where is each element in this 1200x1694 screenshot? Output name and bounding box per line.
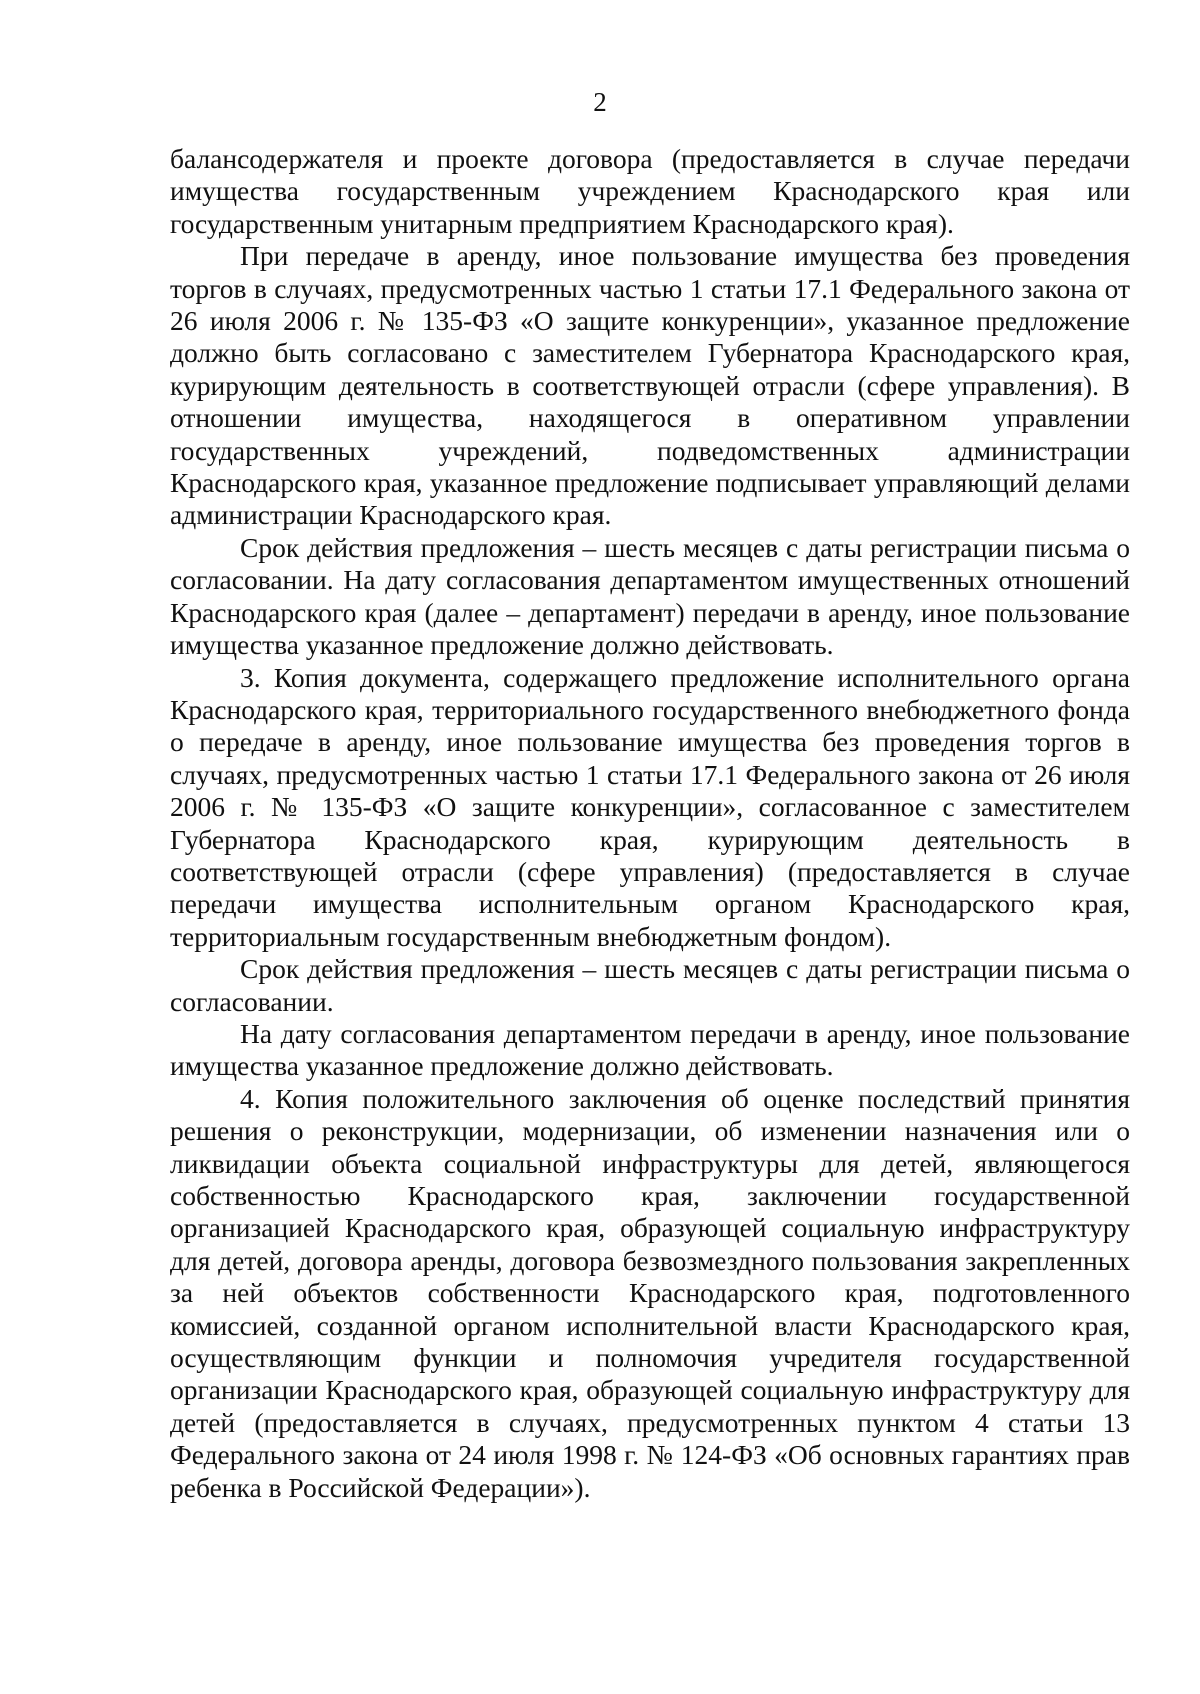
paragraph-validity-period: Срок действия предложения – шесть месяцев с даты регистрации письма о согласовании. На дату согласования департаментом имущественных отношений Краснодарского края (далее – департамент) передачи в аренду, иное пользование имущества указанное предложение должно действовать. [170, 531, 1130, 661]
paragraph-validity-period-2: Срок действия предложения – шесть месяцев с даты регистрации письма о согласовании. [170, 953, 1130, 1017]
document-body [170, 143, 1130, 1504]
paragraph-continuation: балансодержателя и проекте договора (предоставляется в случае передачи имущества государственным учреждением Краснодарского края или государственным унитарным предприятием Краснодарского края). [170, 143, 1130, 239]
paragraph-item-3: 3. Копия документа, содержащего предложение исполнительного органа Краснодарского края, территориального государственного внебюджетного фонда о передаче в аренду, иное пользование имущества без проведения торгов в случаях, предусмотренных частью 1 статьи 17.1 Федерального закона от 26 июля 2006 г. № 135-ФЗ «О защите конкуренции», согласованное с заместителем Губернатора Краснодарского края, курирующим деятельность в соответствующей отрасли (сфере управления) (предоставляется в случае передачи имущества исполнительным органом Краснодарского края, территориальным государственным внебюджетным фондом). [170, 661, 1130, 952]
page-number: 2 [593, 87, 607, 117]
paragraph-approval-requirement: При передаче в аренду, иное пользование имущества без проведения торгов в случаях, предусмотренных частью 1 статьи 17.1 Федерального закона от 26 июля 2006 г. № 135-ФЗ «О защите конкуренции», указанное предложение должно быть согласовано с заместителем Губернатора Краснодарского края, курирующим деятельность в соответствующей отрасли (сфере управления). В отношении имущества, находящегося в оперативном управлении государственных учреждений, подведомственных администрации Краснодарского края, указанное предложение подписывает управляющий делами администрации Краснодарского края. [170, 240, 1130, 531]
paragraph-item-4: 4. Копия положительного заключения об оценке последствий принятия решения о реконструкции, модернизации, об изменении назначения или о ликвидации объекта социальной инфраструктуры для детей, являющегося собственностью Краснодарского края, заключении государственной организацией Краснодарского края, образующей социальную инфраструктуру для детей, договора аренды, договора безвозмездного пользования закрепленных за ней объектов собственности Краснодарского края, подготовленного комиссией, созданной органом исполнительной власти Краснодарского края, осуществляющим функции и полномочия учредителя государственной организации Краснодарского края, образующей социальную инфраструктуру для детей (предоставляется в случаях, предусмотренных пунктом 4 статьи 13 Федерального закона от 24 июля 1998 г. № 124-ФЗ «Об основных гарантиях прав ребенка в Российской Федерации»). [170, 1082, 1130, 1503]
paragraph-approval-date: На дату согласования департаментом передачи в аренду, иное пользование имущества указанное предложение должно действовать. [170, 1017, 1130, 1082]
